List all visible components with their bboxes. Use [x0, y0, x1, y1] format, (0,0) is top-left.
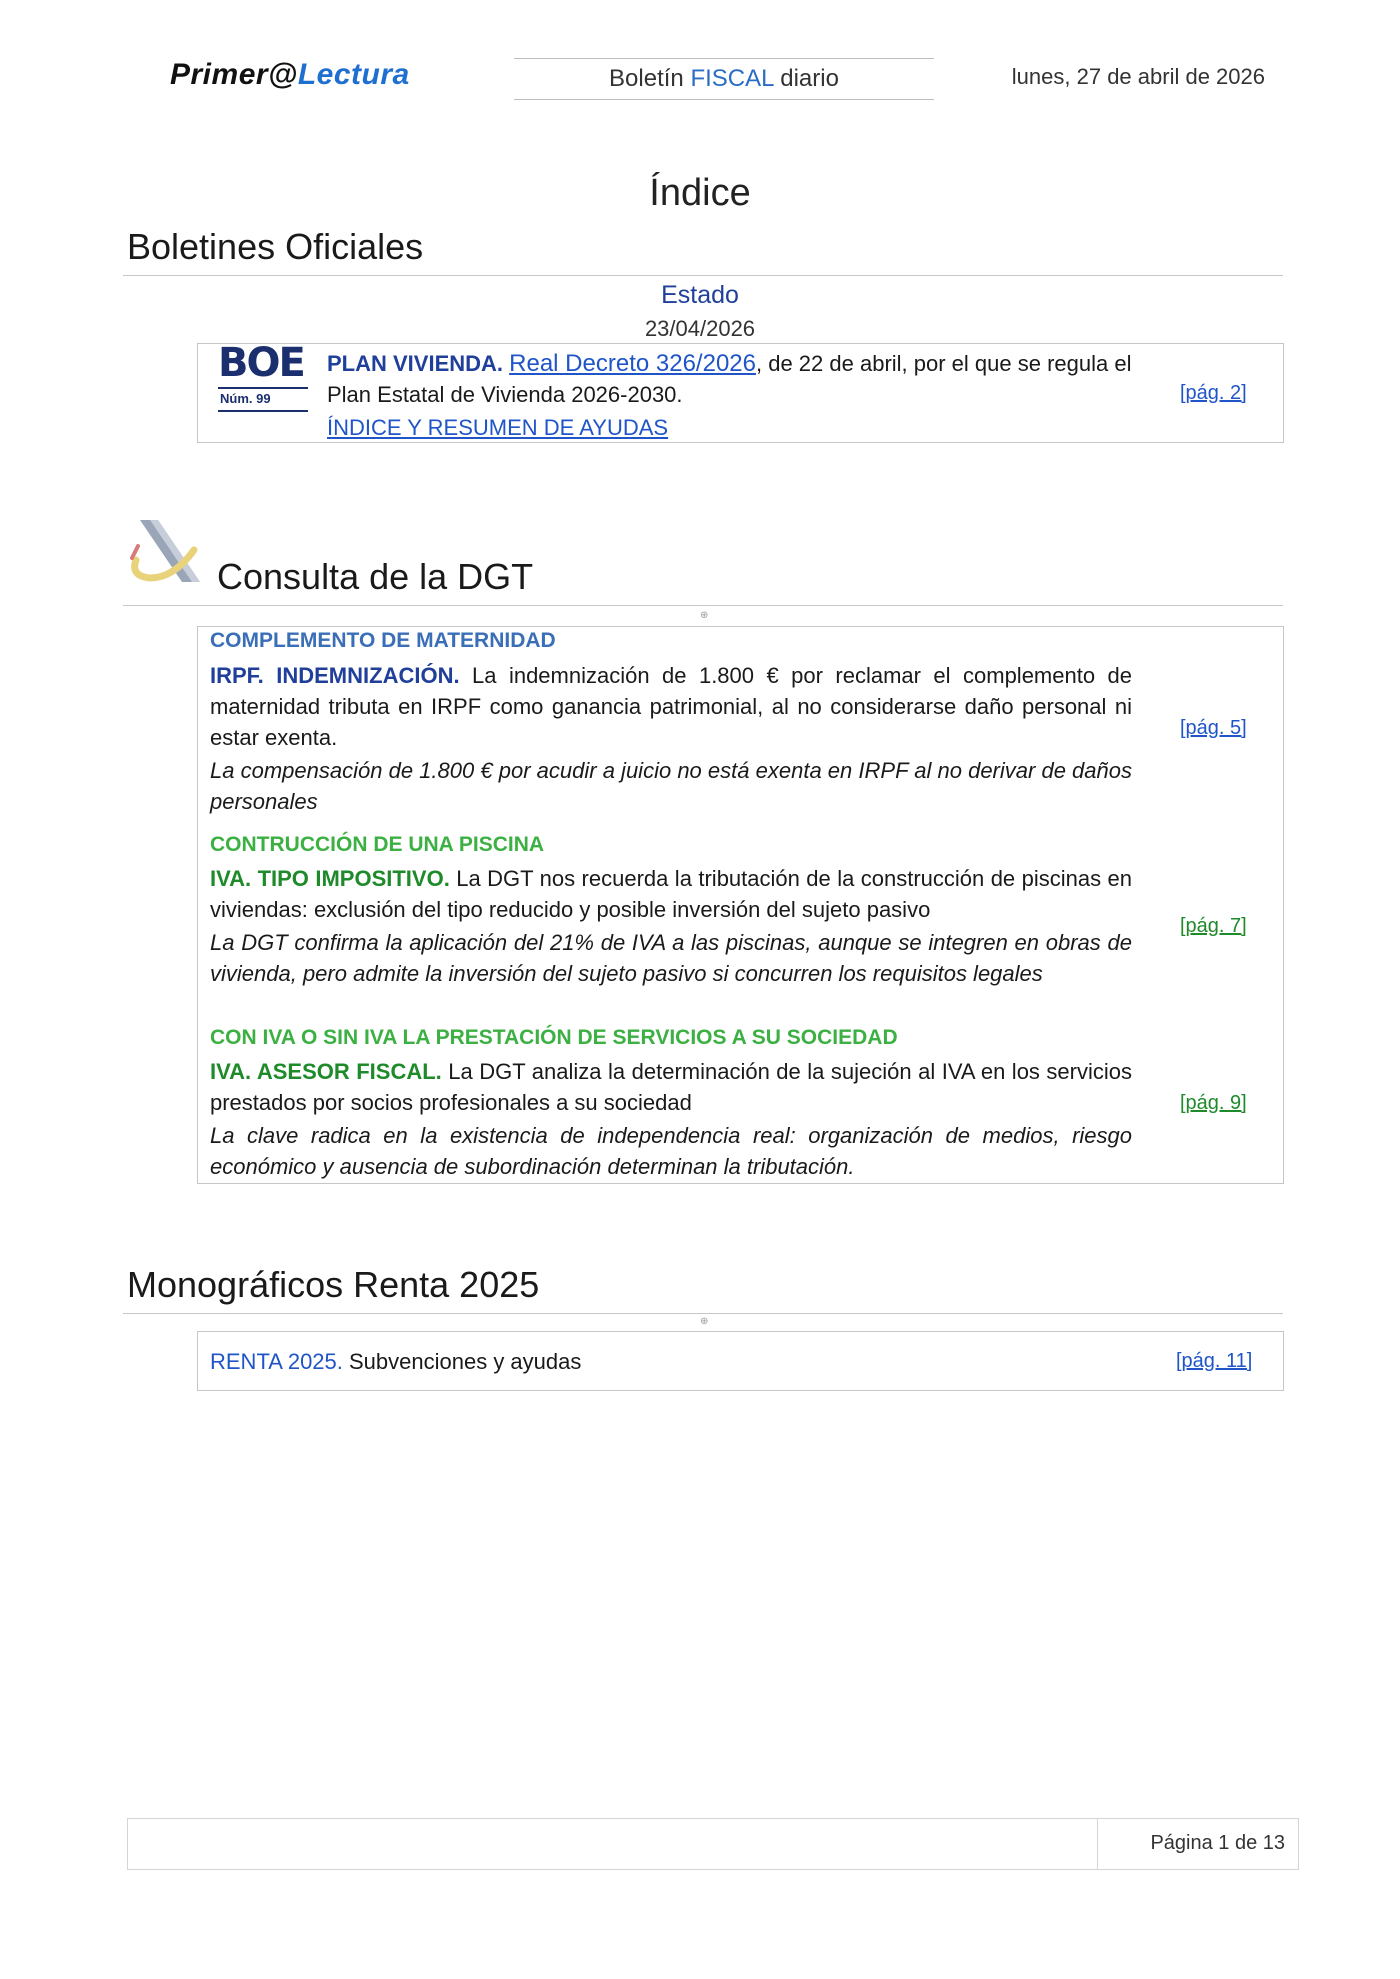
dgt-item-text — [210, 1056, 1132, 1118]
dgt-item-category: COMPLEMENTO DE MATERNIDAD — [210, 629, 556, 652]
dgt-item-lead: IRPF. INDEMNIZACIÓN. — [210, 663, 460, 688]
boe-page-ref[interactable]: [pág. 2] — [1180, 382, 1247, 404]
monografico-entry-body: Subvenciones y ayudas — [342, 1349, 582, 1374]
anchor-mark: ⊕ — [700, 610, 709, 621]
bulletin-title-post: diario — [773, 65, 839, 92]
index-title: Índice — [649, 172, 751, 214]
boe-logo — [218, 340, 308, 423]
dgt-item-body: La DGT analiza la determinación de la sujeción al IVA en los servicios prestados por socios profesionales a su sociedad — [210, 1059, 1132, 1115]
section-divider — [123, 275, 1283, 276]
dgt-item-body: La DGT nos recuerda la tributación de la construcción de piscinas en viviendas: exclusión del tipo reducido y posible inversión del sujeto pasivo — [210, 866, 1132, 922]
logo-part-2: Lectura — [297, 58, 410, 91]
dgt-item-page-ref[interactable]: [pág. 9] — [1180, 1092, 1247, 1114]
header-date: lunes, 27 de abril de 2026 — [1011, 64, 1265, 89]
section-divider — [123, 1313, 1283, 1314]
monografico-entry-text — [210, 1346, 581, 1377]
boe-number: Núm. 99 — [218, 387, 308, 412]
bulletin-title-accent: FISCAL — [690, 65, 774, 92]
dgt-item-summary: La compensación de 1.800 € por acudir a juicio no está exenta en IRPF al no derivar de daños personales — [210, 758, 1132, 814]
monografico-page-ref[interactable]: [pág. 11] — [1176, 1350, 1253, 1372]
section-title-dgt: Consulta de la DGT — [217, 556, 534, 597]
dgt-item-page-ref[interactable]: [pág. 7] — [1180, 915, 1247, 937]
dgt-item-lead: IVA. ASESOR FISCAL. — [210, 1059, 442, 1084]
anchor-mark: ⊕ — [700, 1316, 709, 1327]
section-divider — [123, 605, 1283, 606]
logo-part-1: Primer@ — [170, 58, 298, 91]
indice-resumen-ayudas-link[interactable]: ÍNDICE Y RESUMEN DE AYUDAS — [327, 415, 669, 440]
footer-page-number: Página 1 de 13 — [1150, 1832, 1285, 1854]
brand-logo — [170, 58, 410, 92]
dgt-item-summary: La DGT confirma la aplicación del 21% de IVA a las piscinas, aunque se integren en obras de vivienda, pero admite la inversión del sujeto pasivo si concurren los requisitos legales — [210, 930, 1132, 986]
dgt-item-text — [210, 660, 1132, 753]
boe-entry-sublink-row — [327, 412, 668, 443]
boletines-date: 23/04/2026 — [644, 316, 756, 341]
dgt-item-category: CONTRUCCIÓN DE UNA PISCINA — [210, 833, 545, 856]
dgt-item-page-ref[interactable]: [pág. 5] — [1180, 717, 1247, 739]
bulletin-title — [514, 58, 934, 100]
boe-logo-letters: BOE — [218, 340, 304, 386]
footer-separator — [1097, 1818, 1098, 1870]
monografico-entry-lead: RENTA 2025. — [210, 1349, 343, 1374]
section-title-monograficos: Monográficos Renta 2025 — [127, 1264, 540, 1305]
boletines-subtitle: Estado — [661, 281, 739, 309]
dgt-item-text — [210, 863, 1132, 925]
real-decreto-link[interactable]: Real Decreto 326/2026 — [509, 350, 756, 377]
dgt-item-category: CON IVA O SIN IVA LA PRESTACIÓN DE SERVICIOS A SU SOCIEDAD — [210, 1026, 898, 1049]
section-title-boletines: Boletines Oficiales — [127, 226, 424, 267]
boe-entry-lead: PLAN VIVIENDA. — [327, 351, 504, 376]
dgt-item-summary: La clave radica en la existencia de independencia real: organización de medios, riesgo económico y ausencia de subordinación determinan la tributación. — [210, 1123, 1132, 1179]
agencia-tributaria-logo-icon — [128, 516, 206, 590]
bulletin-title-pre: Boletín — [609, 65, 691, 92]
dgt-item-lead: IVA. TIPO IMPOSITIVO. — [210, 866, 450, 891]
boe-entry-body: , de 22 de abril, por el que se regula el Plan Estatal de Vivienda 2026-2030. — [327, 351, 1132, 407]
dgt-item-body: La indemnización de 1.800 € por reclamar el complemento de maternidad tributa en IRPF como ganancia patrimonial, al no considerarse daño personal ni estar exenta. — [210, 663, 1132, 750]
boe-entry-text — [327, 348, 1137, 410]
